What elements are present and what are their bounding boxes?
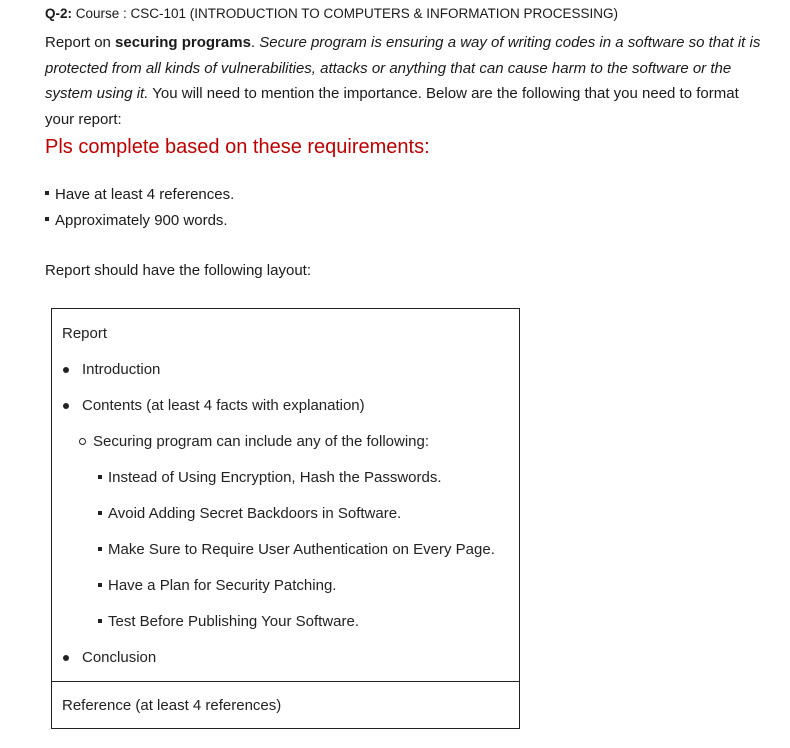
- requirement-item: [45, 186, 234, 203]
- question-number: Q-2:: [45, 6, 72, 21]
- requirement-text: Approximately 900 words.: [55, 212, 228, 229]
- requirement-text: Have at least 4 references.: [55, 186, 235, 203]
- intro-paragraph: [45, 30, 770, 132]
- outline-text: Contents (at least 4 facts with explanation): [82, 397, 365, 414]
- square-bullet-icon: [45, 191, 49, 195]
- outline-text: Make Sure to Require User Authentication on Every Page.: [108, 541, 495, 558]
- layout-box: [51, 308, 520, 729]
- square-bullet-icon: [98, 583, 102, 587]
- square-bullet-icon: [98, 547, 102, 551]
- layout-label: Report should have the following layout:: [45, 262, 312, 279]
- intro-text-3: You will need to mention the importance. Below are the following that you need to format your report:: [45, 85, 739, 128]
- outline-text: Securing program can include any of the following:: [93, 433, 430, 450]
- red-heading: Pls complete based on these requirements:: [45, 136, 430, 158]
- intro-text-1: Report on: [45, 34, 116, 51]
- outline-text: Avoid Adding Secret Backdoors in Software.: [108, 505, 402, 522]
- outline-subsubitem: [108, 613, 359, 630]
- circle-bullet-icon: [79, 438, 86, 445]
- report-heading: Report: [62, 325, 108, 342]
- square-bullet-icon: [98, 619, 102, 623]
- intro-bold: securing programs: [115, 34, 251, 51]
- bullet-icon: [63, 403, 69, 409]
- outline-text: Conclusion: [82, 649, 157, 666]
- outline-subsubitem: [108, 577, 336, 594]
- course-text: Course : CSC-101 (INTRODUCTION TO COMPUTERS & INFORMATION PROCESSING): [72, 6, 619, 21]
- reference-row: Reference (at least 4 references): [62, 697, 282, 714]
- bullet-icon: [63, 655, 69, 661]
- outline-text: Test Before Publishing Your Software.: [108, 613, 359, 630]
- outline-item-contents: [82, 397, 365, 414]
- outline-subitem-securing: [93, 433, 429, 450]
- intro-italic: Secure program is ensuring a way of writing codes in a software so that it is protected from all kinds of vulnerabilities, attacks or anything that can cause harm to the software or the system using it.: [45, 34, 761, 102]
- box-divider: [52, 681, 519, 682]
- outline-item-introduction: [82, 361, 160, 378]
- outline-text: Introduction: [82, 361, 161, 378]
- square-bullet-icon: [98, 511, 102, 515]
- outline-subsubitem: [108, 469, 442, 486]
- question-title: [45, 6, 618, 21]
- outline-text: Instead of Using Encryption, Hash the Passwords.: [108, 469, 442, 486]
- requirement-item: [45, 212, 228, 229]
- square-bullet-icon: [98, 475, 102, 479]
- bullet-icon: [63, 367, 69, 373]
- outline-item-conclusion: [82, 649, 156, 666]
- outline-subsubitem: [108, 505, 401, 522]
- square-bullet-icon: [45, 217, 49, 221]
- outline-subsubitem: [108, 541, 495, 558]
- intro-text-2: .: [250, 34, 260, 51]
- outline-text: Have a Plan for Security Patching.: [108, 577, 337, 594]
